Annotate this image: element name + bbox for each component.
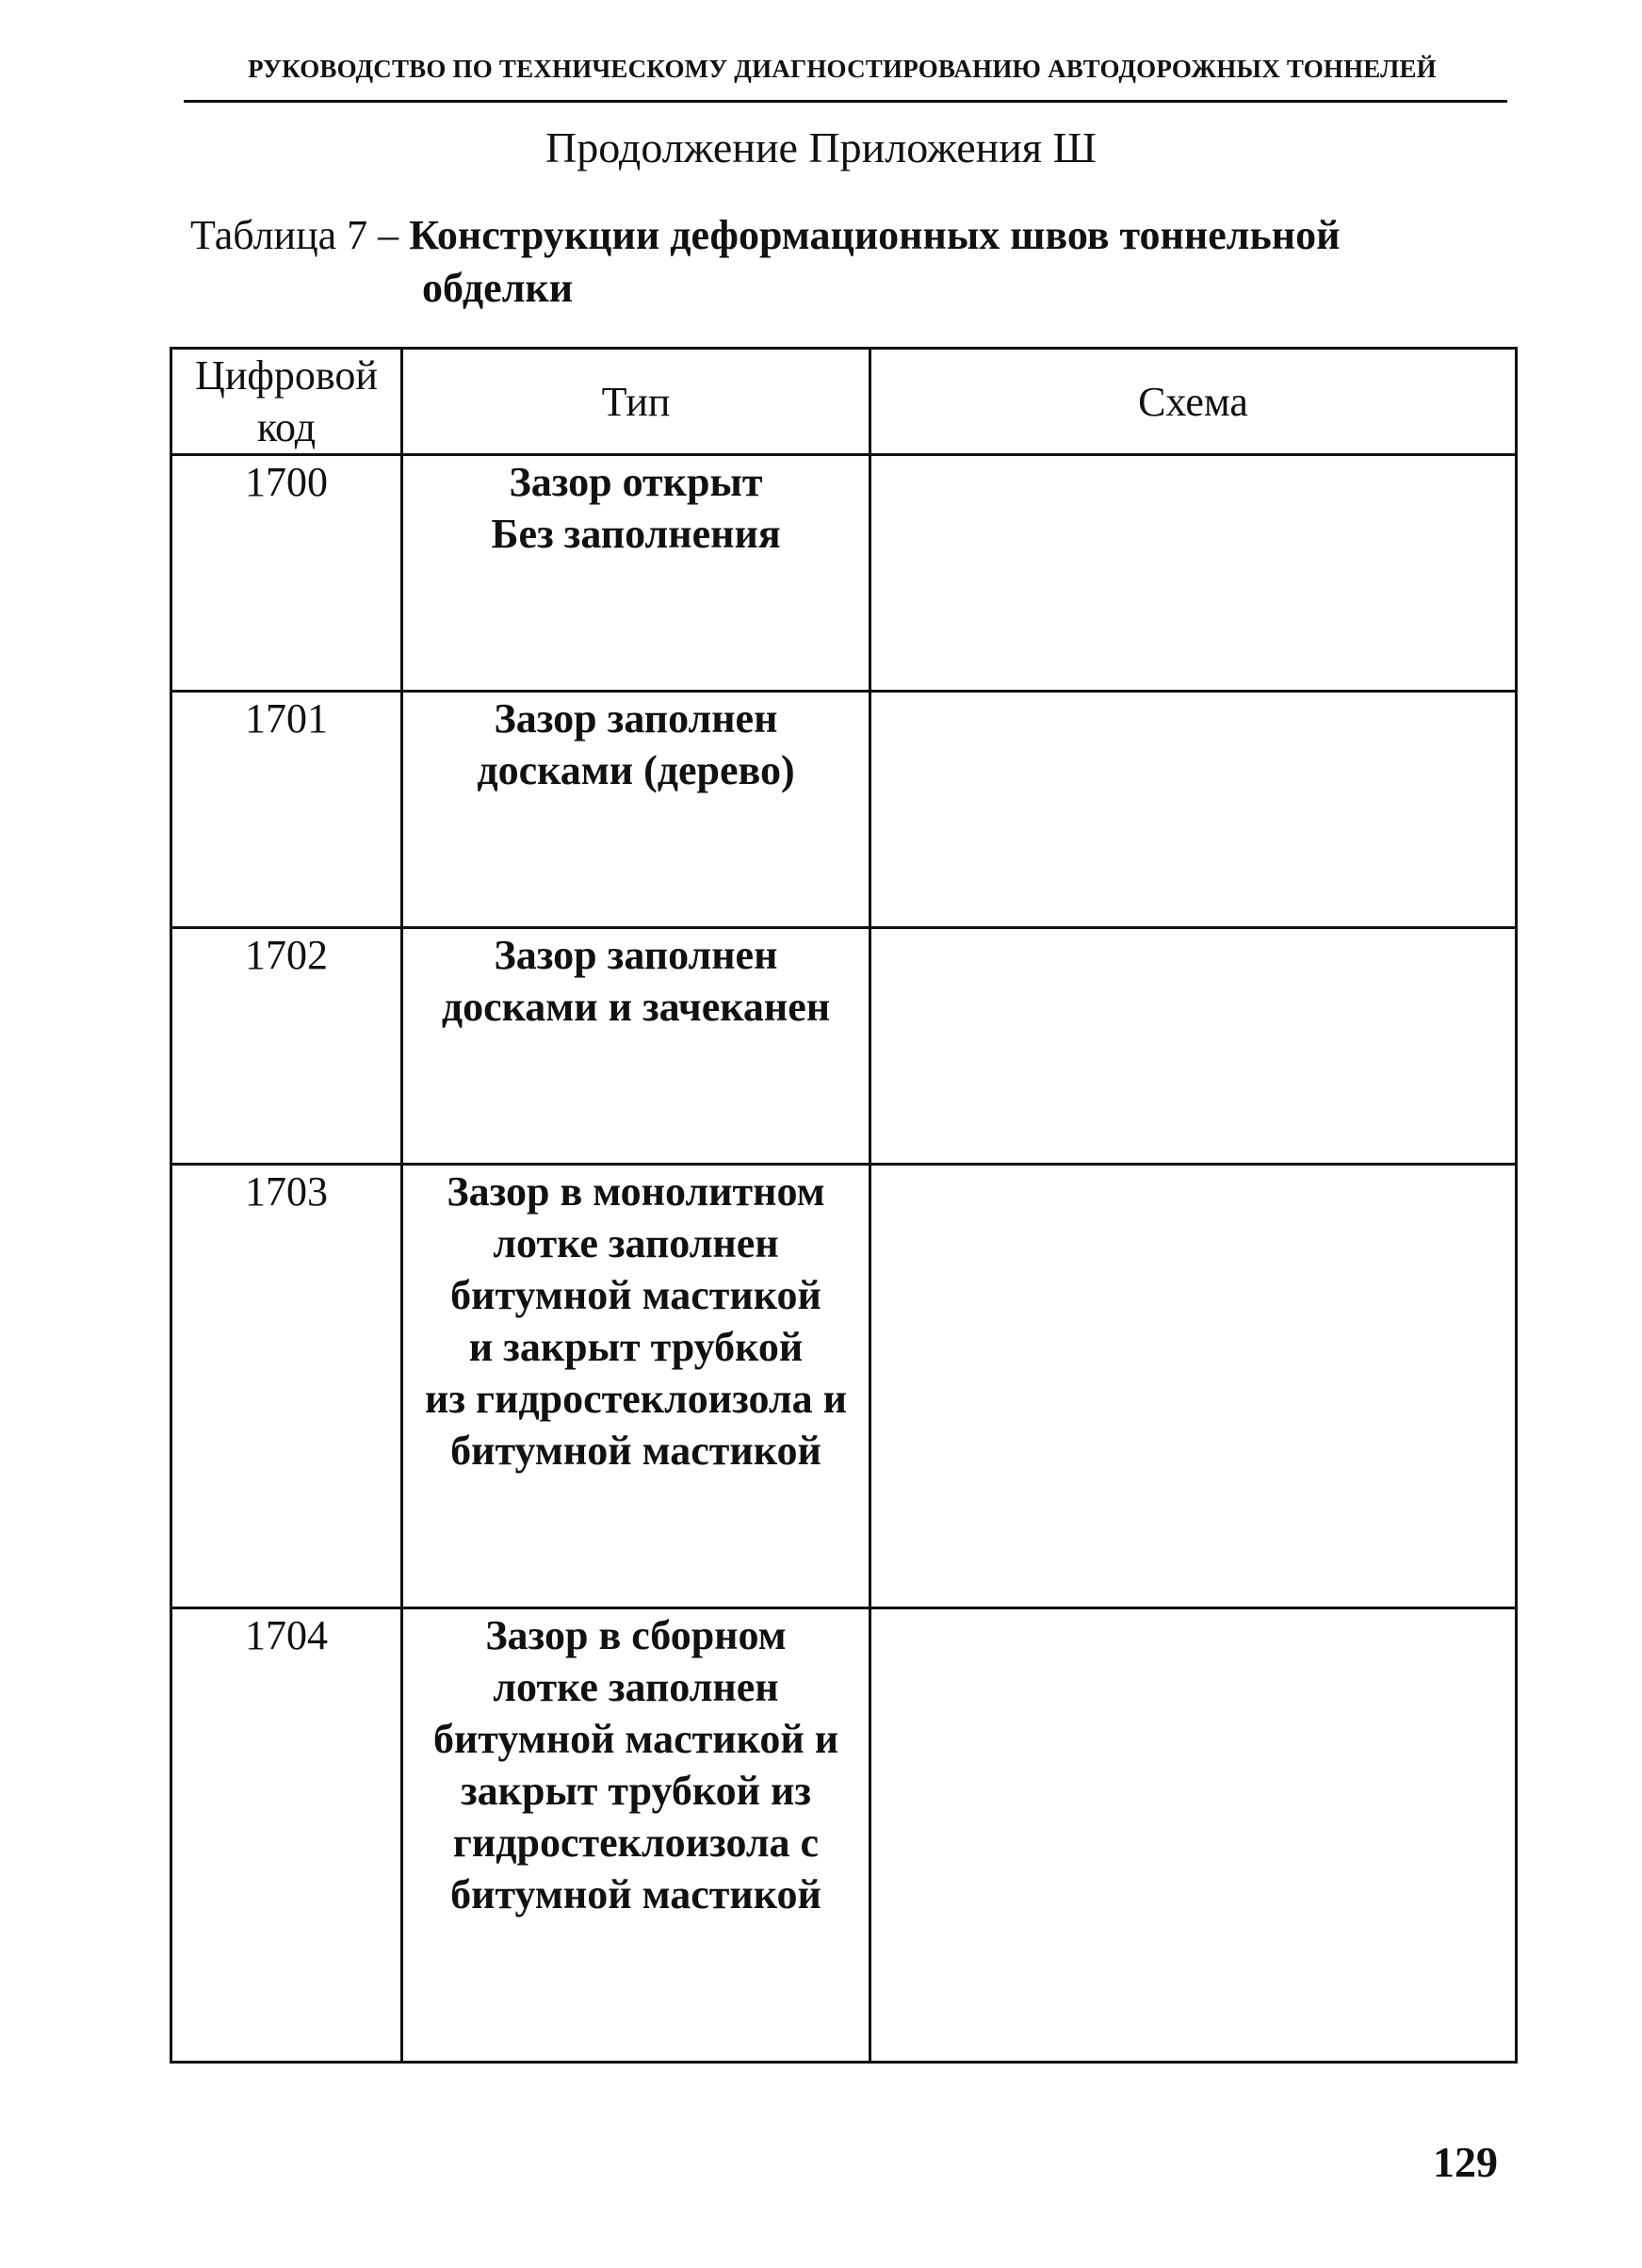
cell-type bbox=[402, 455, 870, 692]
table-row bbox=[171, 1608, 1517, 2063]
cell-scheme bbox=[870, 692, 1517, 928]
type-line: Зазор в сборном bbox=[485, 1612, 787, 1658]
type-line: Зазор заполнен bbox=[494, 932, 778, 978]
type-line: битумной мастикой bbox=[450, 1272, 821, 1318]
column-header-code: Цифровой код bbox=[171, 349, 402, 455]
expansion-joints-table bbox=[170, 347, 1518, 2064]
type-line: досками (дерево) bbox=[477, 747, 795, 793]
column-header-type: Тип bbox=[402, 349, 870, 455]
cell-type bbox=[402, 1608, 870, 2063]
type-line: битумной мастикой bbox=[450, 1428, 821, 1474]
table-row bbox=[171, 1165, 1517, 1608]
cell-code: 1703 bbox=[171, 1165, 402, 1608]
table-row bbox=[171, 455, 1517, 692]
table-caption-line1 bbox=[190, 209, 1528, 262]
table-caption bbox=[190, 209, 1528, 315]
type-line: и закрыт трубкой bbox=[468, 1324, 804, 1370]
type-line: Зазор открыт bbox=[509, 459, 763, 505]
table-row bbox=[171, 692, 1517, 928]
type-line: лотке заполнен bbox=[493, 1664, 779, 1710]
cell-code: 1700 bbox=[171, 455, 402, 692]
table-caption-line2: обделки bbox=[422, 265, 574, 311]
table-header-row bbox=[171, 349, 1517, 455]
page-number: 129 bbox=[1433, 2138, 1498, 2186]
type-line: битумной мастикой bbox=[450, 1871, 821, 1917]
cell-code: 1704 bbox=[171, 1608, 402, 2063]
table-caption-title: Конструкции деформационных швов тоннельной bbox=[409, 212, 1341, 258]
running-header: РУКОВОДСТВО ПО ТЕХНИЧЕСКОМУ ДИАГНОСТИРОВАНИЮ АВТОДОРОЖНЫХ ТОННЕЛЕЙ bbox=[248, 55, 1437, 83]
cell-scheme bbox=[870, 1165, 1517, 1608]
type-line: гидростеклоизола с bbox=[452, 1819, 820, 1866]
column-header-scheme: Схема bbox=[870, 349, 1517, 455]
cell-code: 1702 bbox=[171, 928, 402, 1165]
cell-scheme bbox=[870, 1608, 1517, 2063]
type-line: битумной мастикой и bbox=[432, 1716, 839, 1762]
cell-scheme bbox=[870, 928, 1517, 1165]
type-line: лотке заполнен bbox=[493, 1220, 779, 1266]
type-line: из гидростеклоизола и bbox=[424, 1376, 848, 1422]
appendix-continuation: Продолжение Приложения Ш bbox=[545, 123, 1097, 171]
type-line: Зазор заполнен bbox=[494, 695, 778, 742]
type-line: досками и зачеканен bbox=[441, 984, 831, 1030]
table-caption-prefix: Таблица 7 – bbox=[190, 212, 410, 258]
cell-scheme bbox=[870, 455, 1517, 692]
table-row bbox=[171, 928, 1517, 1165]
cell-type bbox=[402, 692, 870, 928]
type-line: Без заполнения bbox=[491, 511, 781, 557]
type-line: закрыт трубкой из bbox=[460, 1768, 812, 1814]
cell-type bbox=[402, 928, 870, 1165]
cell-code: 1701 bbox=[171, 692, 402, 928]
cell-type bbox=[402, 1165, 870, 1608]
header-divider bbox=[184, 100, 1507, 103]
type-line: Зазор в монолитном bbox=[447, 1168, 825, 1215]
